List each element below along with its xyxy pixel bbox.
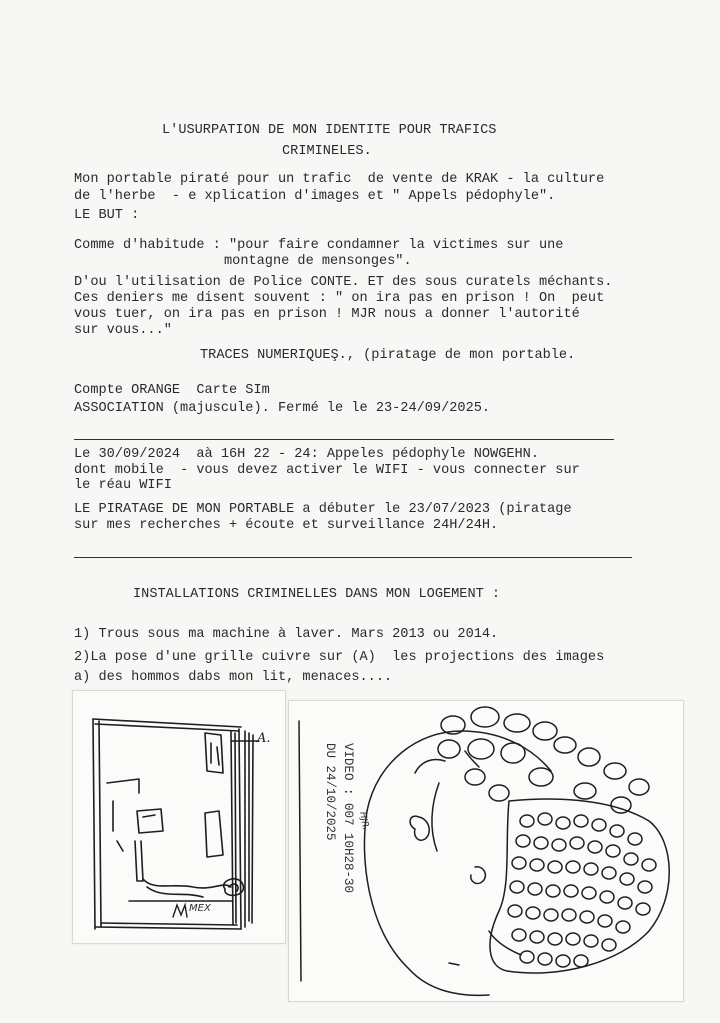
title-line-1: L'USURPATION DE MON IDENTITE POUR TRAFICS (162, 123, 497, 138)
video-still-sketch-photo (288, 700, 684, 1002)
label-a: A. (257, 731, 271, 746)
traces-numeriques: TRACES NUMERIQUEŞ., (piratage de mon portable. (200, 348, 576, 363)
list-item-2a: a) des hommos dabs mon lit, menaces.... (74, 670, 393, 685)
paragraph-5-line-1: LE PIRATAGE DE MON PORTABLE a débuter le 23/07/2023 (piratage (74, 502, 572, 517)
paragraph-1-line-2: de l'herbe - e xplication d'images et " Appels pédophyle". (74, 189, 556, 204)
label-hjr: HJR. (357, 811, 371, 832)
paragraph-4-line-1: Le 30/09/2024 aà 16H 22 - 24: Appeles pédophyle NOWGEHN. (74, 447, 539, 462)
compte-line-2: ASSOCIATION (majuscule). Fermé le le 23-24/09/2025. (74, 401, 491, 416)
paragraph-3-line-2: Ces deniers me disent souvent : " on ira pas en prison ! On peut (74, 291, 605, 306)
divider-1 (74, 439, 614, 440)
divider-2 (74, 557, 632, 558)
label-mex: MEX (189, 903, 211, 914)
le-but-label: LE BUT : (74, 208, 140, 223)
list-item-2: 2)La pose d'une grille cuivre sur (A) les projections des images (74, 650, 605, 665)
paragraph-5-line-2: sur mes recherches + écoute et surveillance 24H/24H. (74, 518, 499, 533)
floor-plan-sketch-photo (72, 690, 286, 944)
video-caption-line-2: DU 24/10/2025 (323, 743, 337, 841)
paragraph-3-line-4: sur vous..." (74, 323, 172, 338)
list-item-1: 1) Trous sous ma machine à laver. Mars 2013 ou 2014. (74, 627, 499, 642)
floor-plan-drawing (73, 691, 285, 943)
compte-line-1: Compte ORANGE Carte SIm (74, 383, 270, 398)
installations-heading: INSTALLATIONS CRIMINELLES DANS MON LOGEMENT : (133, 587, 501, 602)
paragraph-3-line-3: vous tuer, on ira pas en prison ! MJR nous a donner l'autorité (74, 307, 580, 322)
paragraph-3-line-1: D'ou l'utilisation de Police CONTE. ET des sous curatels méchants. (74, 275, 613, 290)
title-line-2: CRIMINELES. (282, 144, 372, 159)
paragraph-4-line-3: le réau WIFI (74, 478, 172, 493)
paragraph-2-line-1: Comme d'habitude : "pour faire condamner la victimes sur une (74, 238, 564, 253)
paragraph-1-line-1: Mon portable piraté pour un trafic de vente de KRAK - la culture (74, 172, 605, 187)
paragraph-4-line-2: dont mobile - vous devez activer le WIFI - vous connecter sur (74, 463, 580, 478)
paragraph-2-line-2: montagne de mensonges". (224, 254, 412, 269)
video-caption-line-1: VIDEO : 007 10H28-30 (341, 743, 355, 894)
